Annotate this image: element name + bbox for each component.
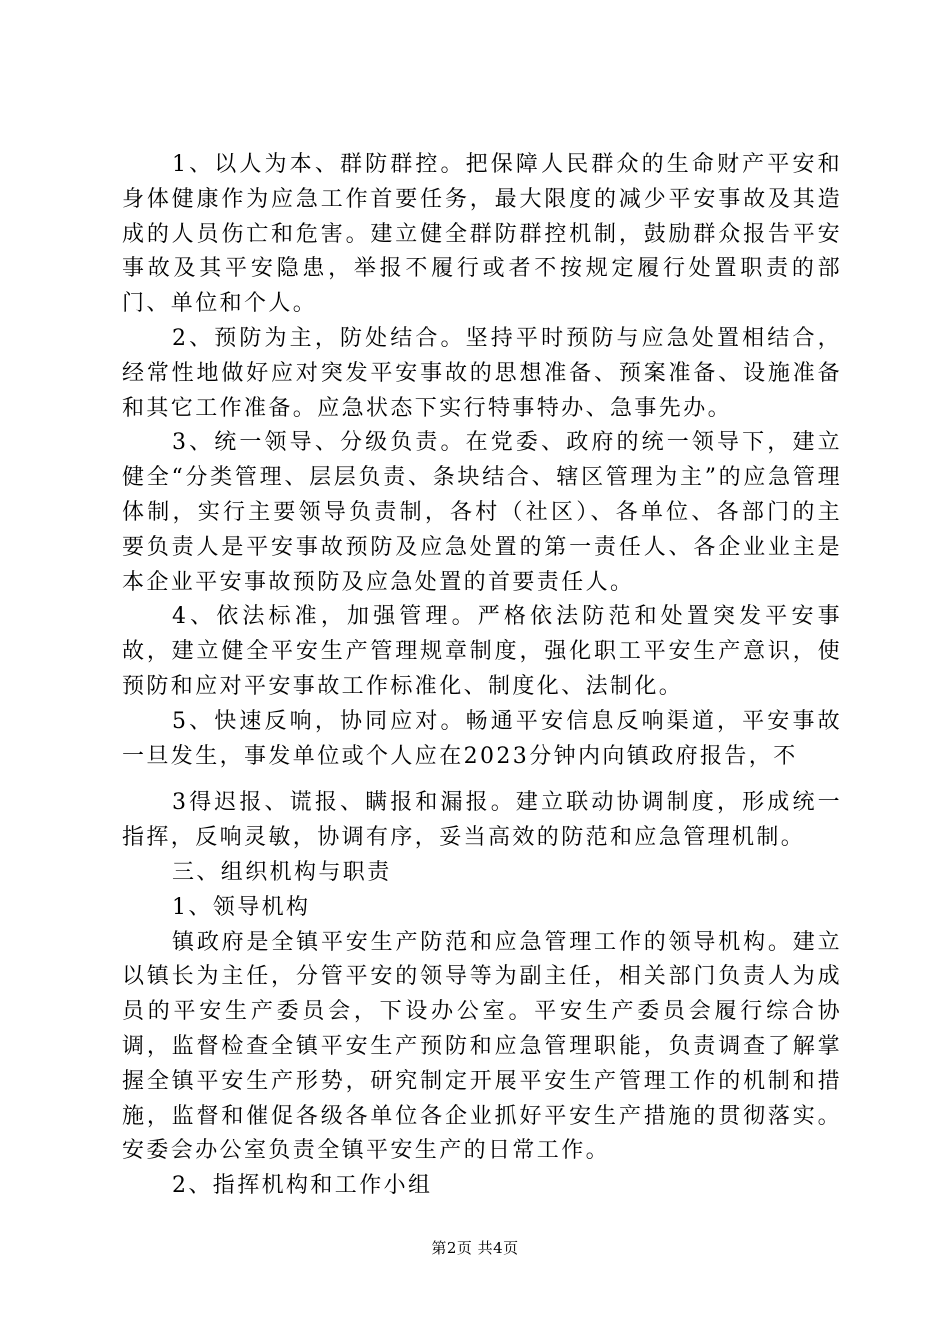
section-heading: 三、组织机构与职责 <box>172 859 392 885</box>
continuation-paragraph: 3得迟报、谎报、瞒报和漏报。建立联动协调制度，形成统一指挥，反响灵敏，协调有序，妥当高效的防范和应急管理机制。 <box>122 790 842 851</box>
principle-4-paragraph: 4、依法标准，加强管理。严格依法防范和处置突发平安事故，建立健全平安生产管理规章制度，强化职工平安生产意识，使预防和应对平安事故工作标准化、制度化、法制化。 <box>122 604 842 699</box>
subsection-heading-command: 2、指挥机构和工作小组 <box>172 1173 433 1199</box>
page-number-label: 第2页 共4页 <box>431 1239 519 1257</box>
principle-2-paragraph: 2、预防为主，防处结合。坚持平时预防与应急处置相结合，经常性地做好应对突发平安事故的思想准备、预案准备、设施准备和其它工作准备。应急状态下实行特事特办、急事先办。 <box>122 325 842 421</box>
document-body <box>122 148 842 1204</box>
principle-5-paragraph: 5、快速反响，协同应对。畅通平安信息反响渠道，平安事故一旦发生，事发单位或个人应在2023分钟内向镇政府报告，不 <box>122 708 842 769</box>
paragraph-gap <box>122 774 842 786</box>
subsection-heading-leadership: 1、领导机构 <box>172 894 311 920</box>
principle-1-paragraph: 1、以人为本、群防群控。把保障人民群众的生命财产平安和身体健康作为应急工作首要任务，最大限度的减少平安事故及其造成的人员伤亡和危害。建立健全群防群控机制，鼓励群众报告平安事故及其平安隐患，举报不履行或者不按规定履行处置职责的部门、单位和个人。 <box>122 152 842 317</box>
principle-3-paragraph: 3、统一领导、分级负责。在党委、政府的统一领导下，建立健全“分类管理、层层负责、条块结合、辖区管理为主”的应急管理体制，实行主要领导负责制，各村（社区）、各单位、各部门的主要负责人是平安事故预防及应急处置的第一责任人、各企业业主是本企业平安事故预防及应急处置的首要责任人。 <box>122 430 842 595</box>
page-footer <box>0 1237 950 1258</box>
leadership-paragraph: 镇政府是全镇平安生产防范和应急管理工作的领导机构。建立以镇长为主任，分管平安的领导等为副主任，相关部门负责人为成员的平安生产委员会，下设办公室。平安生产委员会履行综合协调，监督检查全镇平安生产预防和应急管理职能，负责调查了解掌握全镇平安生产形势，研究制定开展平安生产管理工作的机制和措施，监督和催促各级各单位各企业抓好平安生产措施的贯彻落实。安委会办公室负责全镇平安生产的日常工作。 <box>122 929 842 1164</box>
